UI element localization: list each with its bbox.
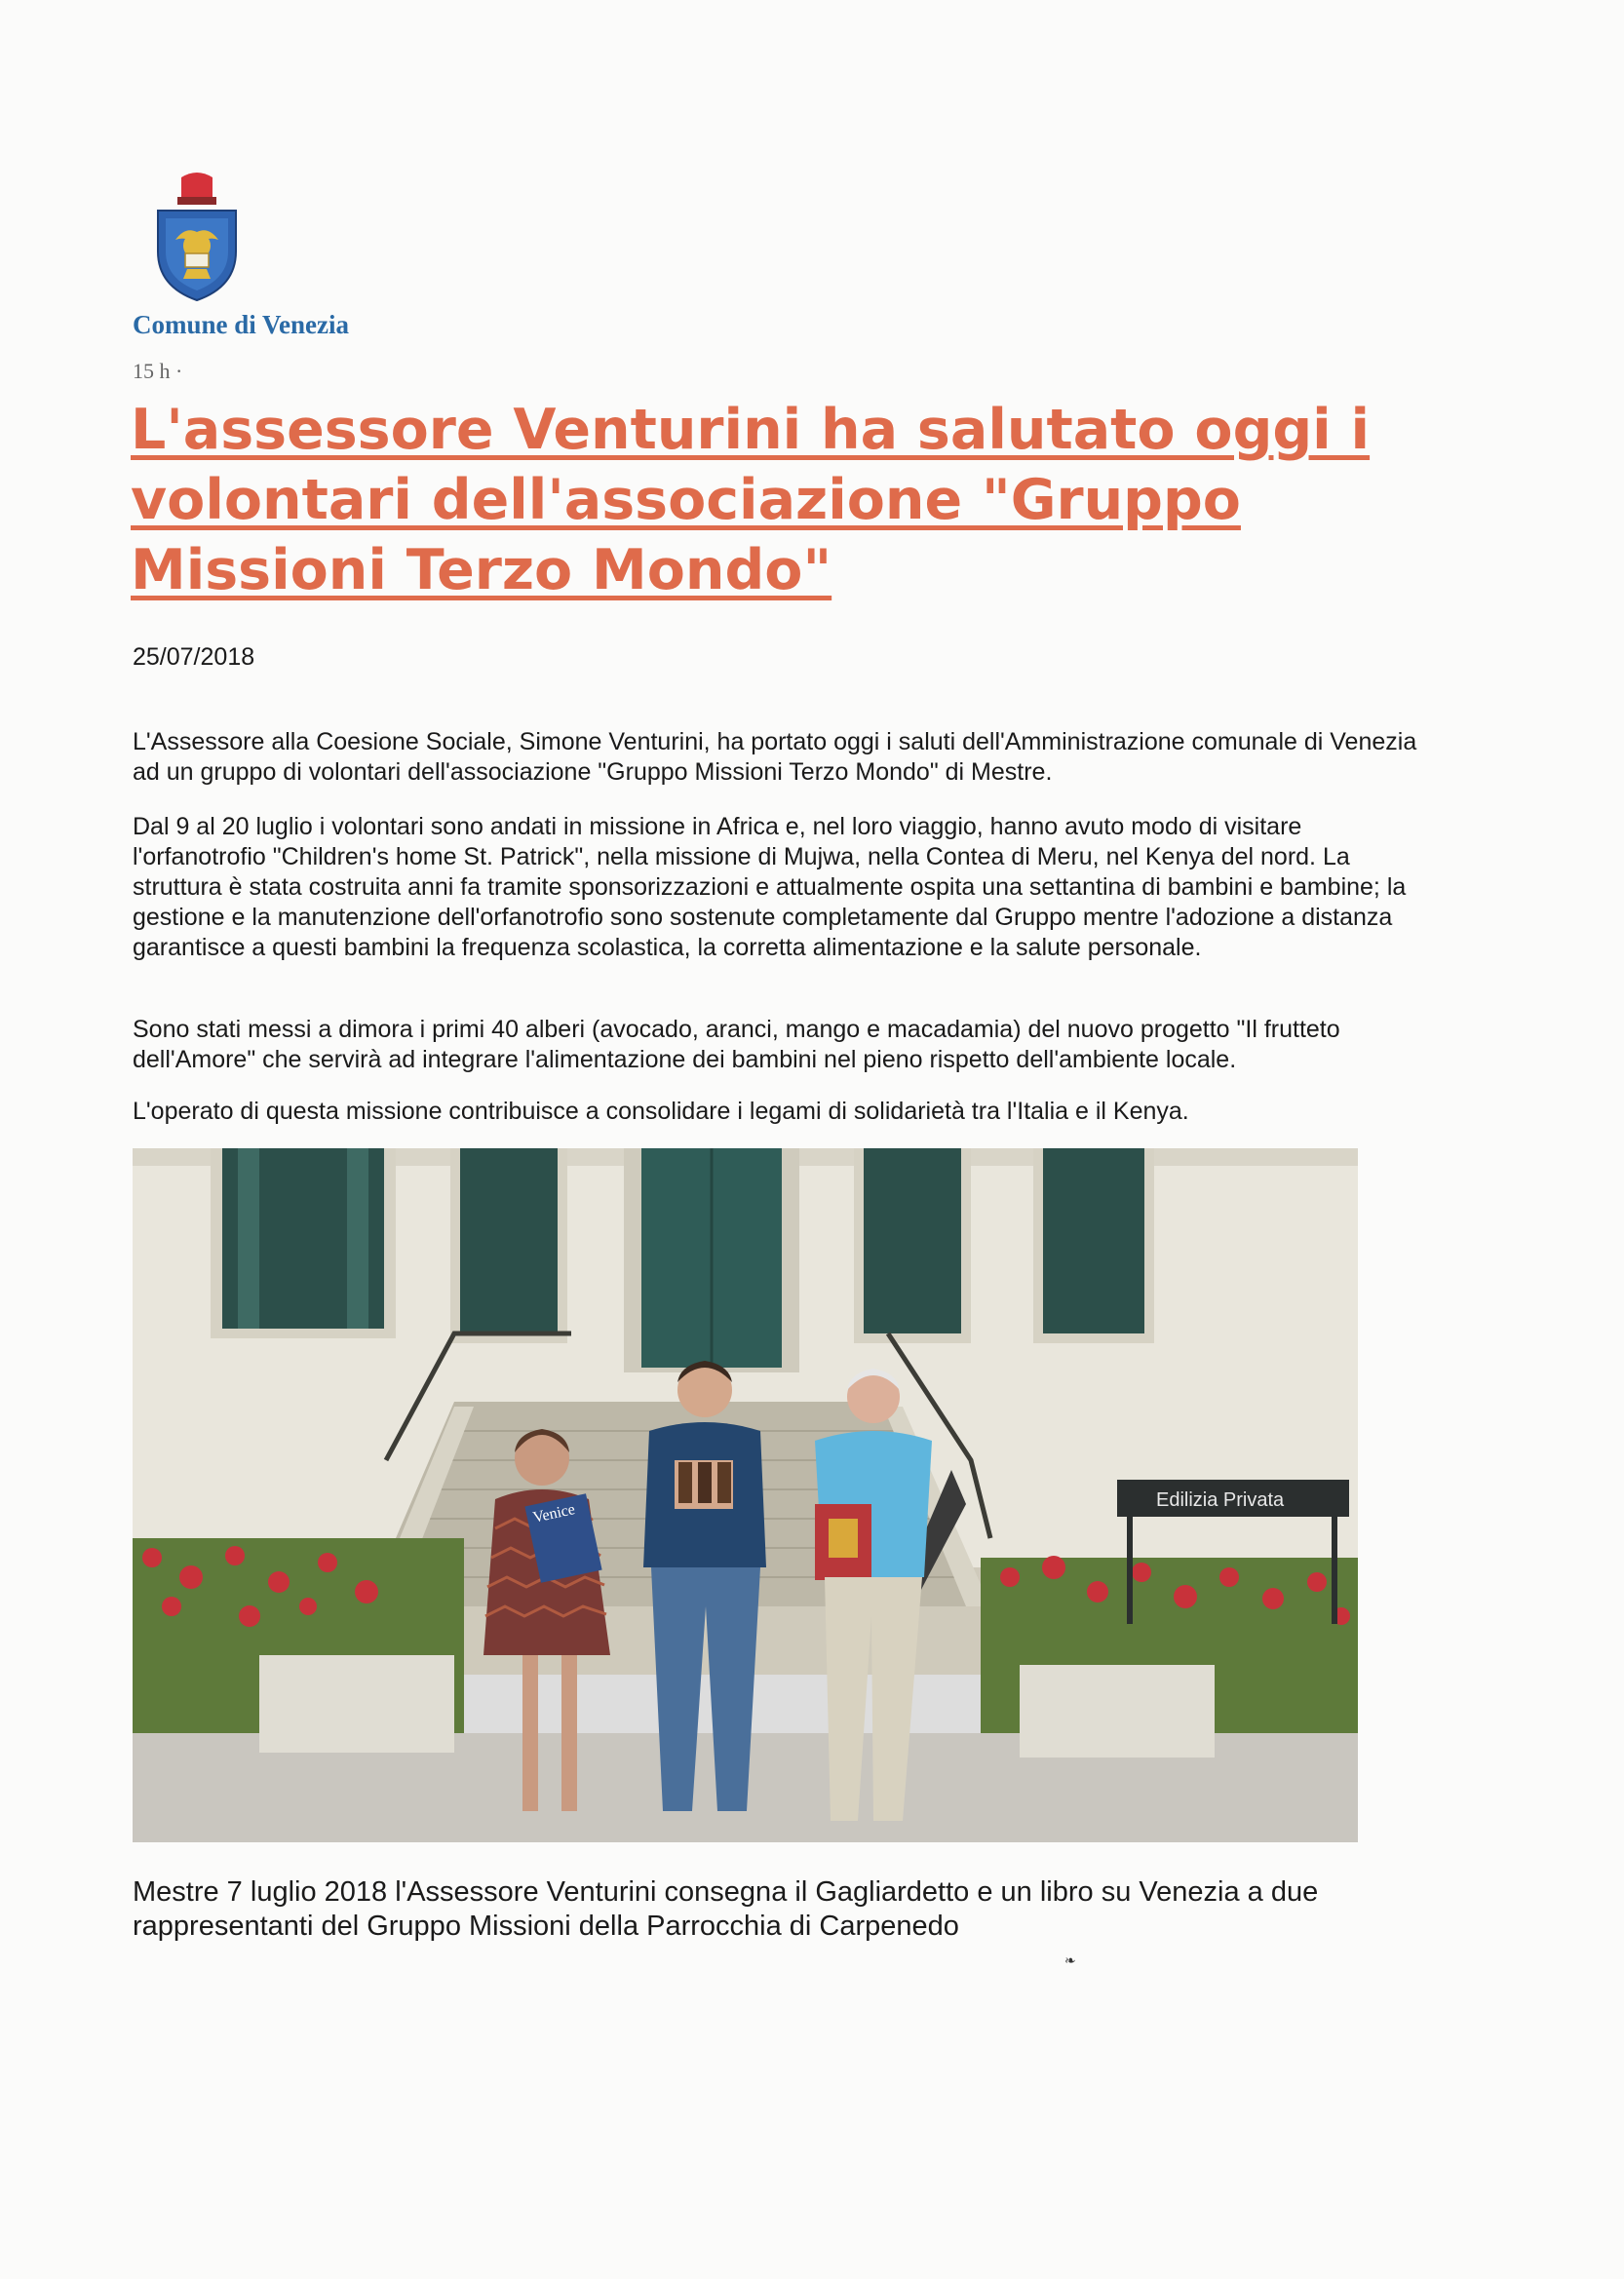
article-paragraph: Dal 9 al 20 luglio i volontari sono andati in missione in Africa e, nel loro viaggio, hanno avuto modo di visitare l'orfanotrofio "Children's home St. Patrick", nella missione di Mujwa, nella Contea di Meru, nel Kenya del nord. La struttura è stata costruita anni fa tramite sponsorizzazioni e attualmente ospita una settantina di bambini e bambine; la gestione e la manutenzione dell'orfanotrofio sono sostenute completamente dal Gruppo mentre l'adozione a distanza garantisce a questi bambini la frequenza scolastica, la corretta alimentazione e la salute personale. bbox=[133, 813, 1407, 961]
photo-sign-text: Edilizia Privata bbox=[1156, 1489, 1285, 1511]
article-date: 25/07/2018 bbox=[133, 643, 255, 671]
organization-name: Comune di Venezia bbox=[133, 310, 350, 339]
venezia-crest-logo bbox=[152, 172, 242, 304]
article-photo bbox=[133, 1148, 1358, 1842]
article-paragraph: Sono stati messi a dimora i primi 40 alberi (avocado, aranci, mango e macadamia) del nuovo progetto "Il frutteto dell'Amore" che servirà ad integrare l'alimentazione dei bambini nel pieno rispetto dell'ambiente locale. bbox=[133, 1016, 1340, 1073]
scan-mark: ❧ bbox=[1064, 1952, 1076, 1968]
article-paragraph: L'Assessore alla Coesione Sociale, Simone Venturini, ha portato oggi i saluti dell'Amministrazione comunale di Venezia ad un gruppo di volontari dell'associazione "Gruppo Missioni Terzo Mondo" di Mestre. bbox=[133, 728, 1417, 786]
article-paragraph: L'operato di questa missione contribuisce a consolidare i legami di solidarietà tra l'Italia e il Kenya. bbox=[133, 1098, 1189, 1125]
photo-book-text: Venice bbox=[531, 1501, 577, 1526]
post-time: 15 h · bbox=[133, 359, 183, 383]
photo-caption: Mestre 7 luglio 2018 l'Assessore Venturini consegna il Gagliardetto e un libro su Venezia a due rappresentanti del Gruppo Missioni della Parrocchia di Carpenedo bbox=[133, 1876, 1319, 1942]
article-title[interactable]: L'assessore Venturini ha salutato oggi i volontari dell'associazione "Gruppo Missioni Terzo Mondo" bbox=[131, 398, 1371, 602]
